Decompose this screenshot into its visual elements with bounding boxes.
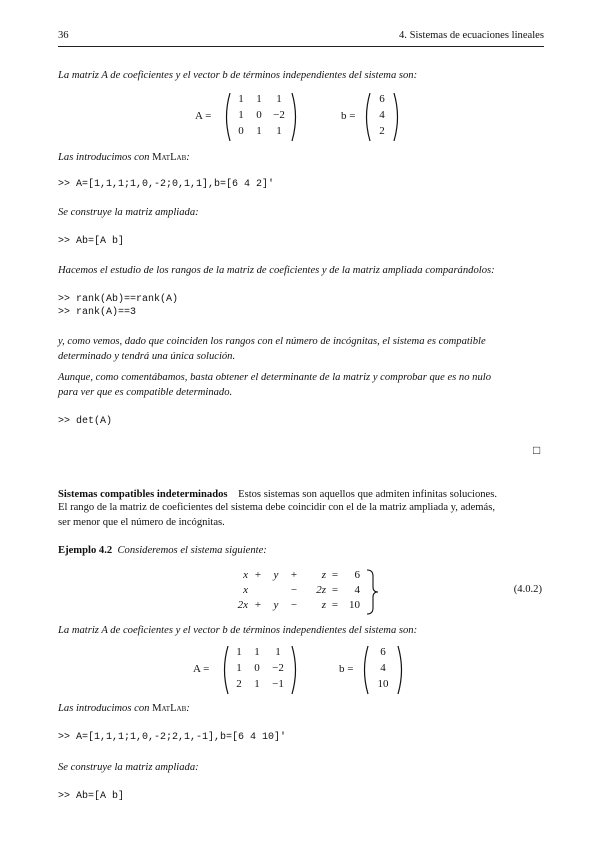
qed-symbol: □ bbox=[533, 443, 541, 457]
section-heading: Sistemas compatibles indeterminados bbox=[58, 489, 228, 500]
right-paren bbox=[290, 644, 304, 696]
vector-cell: 4 bbox=[379, 109, 385, 121]
eq-term: x bbox=[243, 569, 248, 581]
paragraph-line-2: El rango de la matriz de coeficientes del sistema debe coincidir con el de la matriz ampliada y, además, bbox=[58, 502, 496, 513]
matrix-cell: 1 bbox=[256, 93, 262, 105]
eq-op: − bbox=[290, 584, 298, 596]
eq-op: + bbox=[254, 599, 262, 611]
conclusion-line-1: y, como vemos, dado que coinciden los rangos con el número de incógnitas, el sistema es compatible bbox=[58, 336, 486, 347]
augmented-text: Se construye la matriz ampliada: bbox=[58, 762, 199, 773]
however-line-2: para ver que es compatible determinado. bbox=[58, 387, 233, 398]
eq-term: 2x bbox=[237, 599, 248, 611]
eq-equals: = bbox=[331, 569, 339, 581]
section-paragraph bbox=[58, 487, 548, 502]
matrix-cell: 1 bbox=[236, 662, 242, 674]
matrix-a bbox=[222, 91, 300, 143]
vector-b-label: b = bbox=[341, 110, 356, 122]
eq-op: + bbox=[254, 569, 262, 581]
augmented-text: Se construye la matriz ampliada: bbox=[58, 207, 199, 218]
introduce-text: Las introducimos con MatLab: bbox=[58, 152, 190, 163]
example-heading bbox=[58, 545, 267, 556]
matrix-cell: 2 bbox=[236, 678, 242, 690]
matrix-cell: −2 bbox=[272, 662, 284, 674]
example-label: Ejemplo 4.2 bbox=[58, 545, 113, 556]
matrix-cell: 1 bbox=[254, 646, 260, 658]
paragraph-line-3: ser menor que el número de incógnitas. bbox=[58, 517, 225, 528]
vector-cell: 6 bbox=[380, 646, 386, 658]
eq-op: + bbox=[290, 569, 298, 581]
matrix-cell: 1 bbox=[254, 678, 260, 690]
eq-rhs: 10 bbox=[349, 599, 360, 611]
matlab-name: MatLab bbox=[152, 152, 187, 163]
matrix-cell: 0 bbox=[254, 662, 260, 674]
vector-cell: 2 bbox=[379, 125, 385, 137]
matrix-cell: 1 bbox=[236, 646, 242, 658]
code-line: >> A=[1,1,1;1,0,-2;0,1,1],b=[6 4 2]' bbox=[58, 179, 275, 190]
matrix-cell: 1 bbox=[276, 93, 282, 105]
right-brace bbox=[365, 568, 379, 616]
rank-text: Hacemos el estudio de los rangos de la matriz de coeficientes y de la matriz ampliada comparándolos: bbox=[58, 265, 495, 276]
eq-term: 2z bbox=[316, 584, 326, 596]
however-line-1: Aunque, como comentábamos, basta obtener el determinante de la matriz y comprobar que es no nulo bbox=[58, 372, 491, 383]
code-line: >> rank(Ab)==rank(A) bbox=[58, 294, 179, 305]
vector-cell: 6 bbox=[379, 93, 385, 105]
right-paren bbox=[396, 644, 410, 696]
eq-rhs: 4 bbox=[354, 584, 360, 596]
vector-b bbox=[362, 91, 402, 143]
code-line: >> A=[1,1,1;1,0,-2;2,1,-1],b=[6 4 10]' bbox=[58, 732, 287, 743]
right-paren bbox=[290, 91, 304, 143]
introduce-label: Las introducimos con bbox=[58, 703, 150, 714]
vector-cell: 10 bbox=[377, 678, 389, 690]
eq-term: y bbox=[273, 599, 279, 611]
eq-term: z bbox=[321, 599, 326, 611]
page-number: 36 bbox=[58, 30, 69, 41]
matrix-cell: 1 bbox=[238, 93, 244, 105]
matrix-a-label: A = bbox=[195, 110, 212, 122]
matrix-cell: 0 bbox=[238, 125, 244, 137]
code-line: >> rank(A)==3 bbox=[58, 307, 137, 318]
matrix-cell: 1 bbox=[238, 109, 244, 121]
equation-number: (4.0.2) bbox=[513, 584, 542, 595]
conclusion-line-2: determinado y tendrá una única solución. bbox=[58, 351, 236, 362]
eq-term: z bbox=[321, 569, 326, 581]
intro-text: La matriz A de coeficientes y el vector b de términos independientes del sistema son: bbox=[58, 625, 418, 636]
code-line: >> Ab=[A b] bbox=[58, 236, 125, 247]
matrix-a bbox=[220, 644, 300, 696]
code-line: >> det(A) bbox=[58, 416, 113, 427]
vector-cell: 4 bbox=[380, 662, 386, 674]
eq-rhs: 6 bbox=[354, 569, 360, 581]
example-text: Consideremos el sistema siguiente: bbox=[117, 545, 267, 556]
vector-b bbox=[360, 644, 406, 696]
introduce-text: Las introducimos con MatLab: bbox=[58, 703, 190, 714]
matrix-cell: 1 bbox=[276, 125, 282, 137]
matrix-a-label: A = bbox=[193, 663, 210, 675]
eq-term: x bbox=[243, 584, 248, 596]
matrix-cell: −1 bbox=[272, 678, 284, 690]
matlab-name: MatLab bbox=[152, 703, 187, 714]
vector-b-label: b = bbox=[339, 663, 354, 675]
intro-text: La matriz A de coeficientes y el vector b de términos independientes del sistema son: bbox=[58, 70, 418, 81]
chapter-title: 4. Sistemas de ecuaciones lineales bbox=[398, 30, 544, 41]
eq-term: y bbox=[273, 569, 279, 581]
introduce-label: Las introducimos con bbox=[58, 152, 150, 163]
header-rule bbox=[58, 46, 544, 47]
equation-system bbox=[226, 568, 386, 616]
matrix-cell: 1 bbox=[275, 646, 281, 658]
eq-equals: = bbox=[331, 584, 339, 596]
right-paren bbox=[392, 91, 406, 143]
matrix-cell: −2 bbox=[273, 109, 285, 121]
eq-op: − bbox=[290, 599, 298, 611]
code-line: >> Ab=[A b] bbox=[58, 791, 125, 802]
paragraph-line-1: Estos sistemas son aquellos que admiten infinitas soluciones. bbox=[238, 489, 498, 500]
eq-equals: = bbox=[331, 599, 339, 611]
matrix-cell: 0 bbox=[256, 109, 262, 121]
matrix-cell: 1 bbox=[256, 125, 262, 137]
